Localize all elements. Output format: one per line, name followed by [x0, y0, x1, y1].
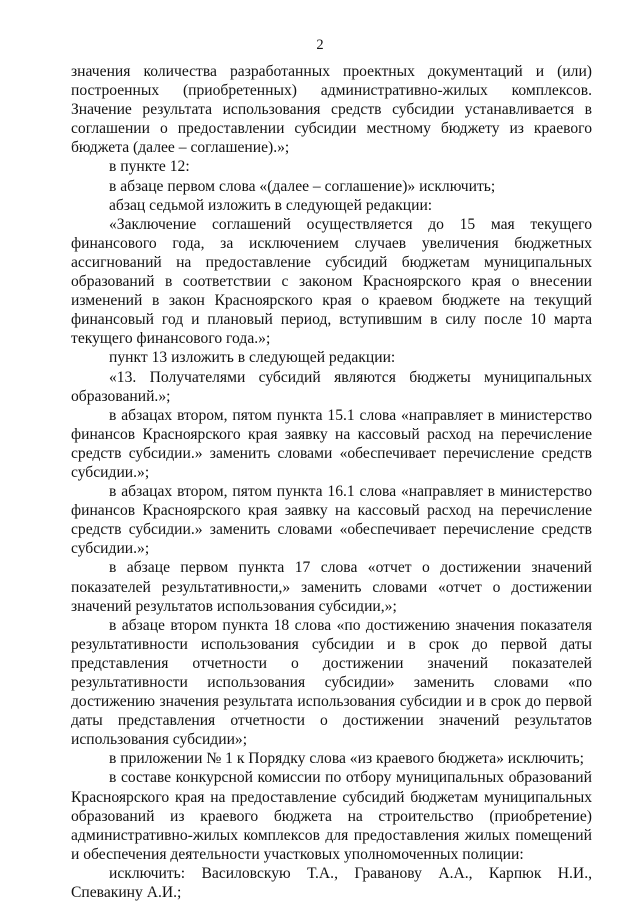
paragraph: пункт 13 изложить в следующей редакции: — [109, 349, 396, 367]
paragraph: в составе конкурсной комиссии по отбору муниципальных образований Красноярского края на предоставление субсидий бюджетам муниципальных образований из краевого бюджета на строительство (приобретение) административно-жилых комплексов для предоставления жилых помещений и обеспечения деятельности участковых уполномоченных полиции: — [71, 769, 592, 863]
paragraph: в абзаце первом пункта 17 слова «отчет о достижении значений показателей результативности,» заменить словами «отчет о достижении значений результатов использования субсидии,»; — [71, 559, 592, 615]
paragraph: значения количества разработанных проектных документаций и (или) построенных (приобретенных) административно-жилых комплексов. Значение результата использования средств субсидии устанавливается в соглашении о предоставлении субсидии местному бюджету из краевого бюджета (далее – соглашение).»; — [71, 63, 592, 157]
paragraph: в абзаце первом слова «(далее – соглашение)» исключить; — [109, 177, 496, 195]
paragraph: исключить: Василовскую Т.А., Граванову А.А., Карпюк Н.И., Спевакину А.И.; — [71, 864, 592, 902]
paragraph: «Заключение соглашений осуществляется до 15 мая текущего финансового года, за исключением случаев увеличения бюджетных ассигнований на предоставление субсидий бюджетам муниципальных образований в соответствии с законом Красноярского края о внесении изменений в закон Красноярского края о краевом бюджете на текущий финансовый год и плановый период, вступившим в силу после 10 марта текущего финансового года.»; — [71, 215, 592, 348]
document-body — [71, 62, 592, 902]
page-number: 2 — [316, 37, 324, 53]
paragraph: абзац седьмой изложить в следующей редакции: — [109, 196, 433, 214]
paragraph: в приложении № 1 к Порядку слова «из краевого бюджета» исключить; — [109, 750, 584, 768]
paragraph: в абзацах втором, пятом пункта 15.1 слова «направляет в министерство финансов Красноярского края заявку на кассовый расход на перечисление средств субсидии.» заменить словами «обеспечивает перечисление средств субсидии.»; — [71, 406, 592, 481]
paragraph: в пункте 12: — [109, 158, 190, 176]
paragraph: в абзаце втором пункта 18 слова «по достижению значения показателя результативности использования субсидии и в срок до первой даты представления отчетности о достижении значений показателей результативности использования субсидии» заменить словами «по достижению значения результата использования субсидии и в срок до первой даты представления отчетности о достижении значений результатов использования субсидии»; — [71, 616, 592, 749]
paragraph: в абзацах втором, пятом пункта 16.1 слова «направляет в министерство финансов Красноярского края заявку на кассовый расход на перечисление средств субсидии.» заменить словами «обеспечивает перечисление средств субсидии.»; — [71, 483, 592, 558]
paragraph: «13. Получателями субсидий являются бюджеты муниципальных образований.»; — [71, 368, 592, 405]
